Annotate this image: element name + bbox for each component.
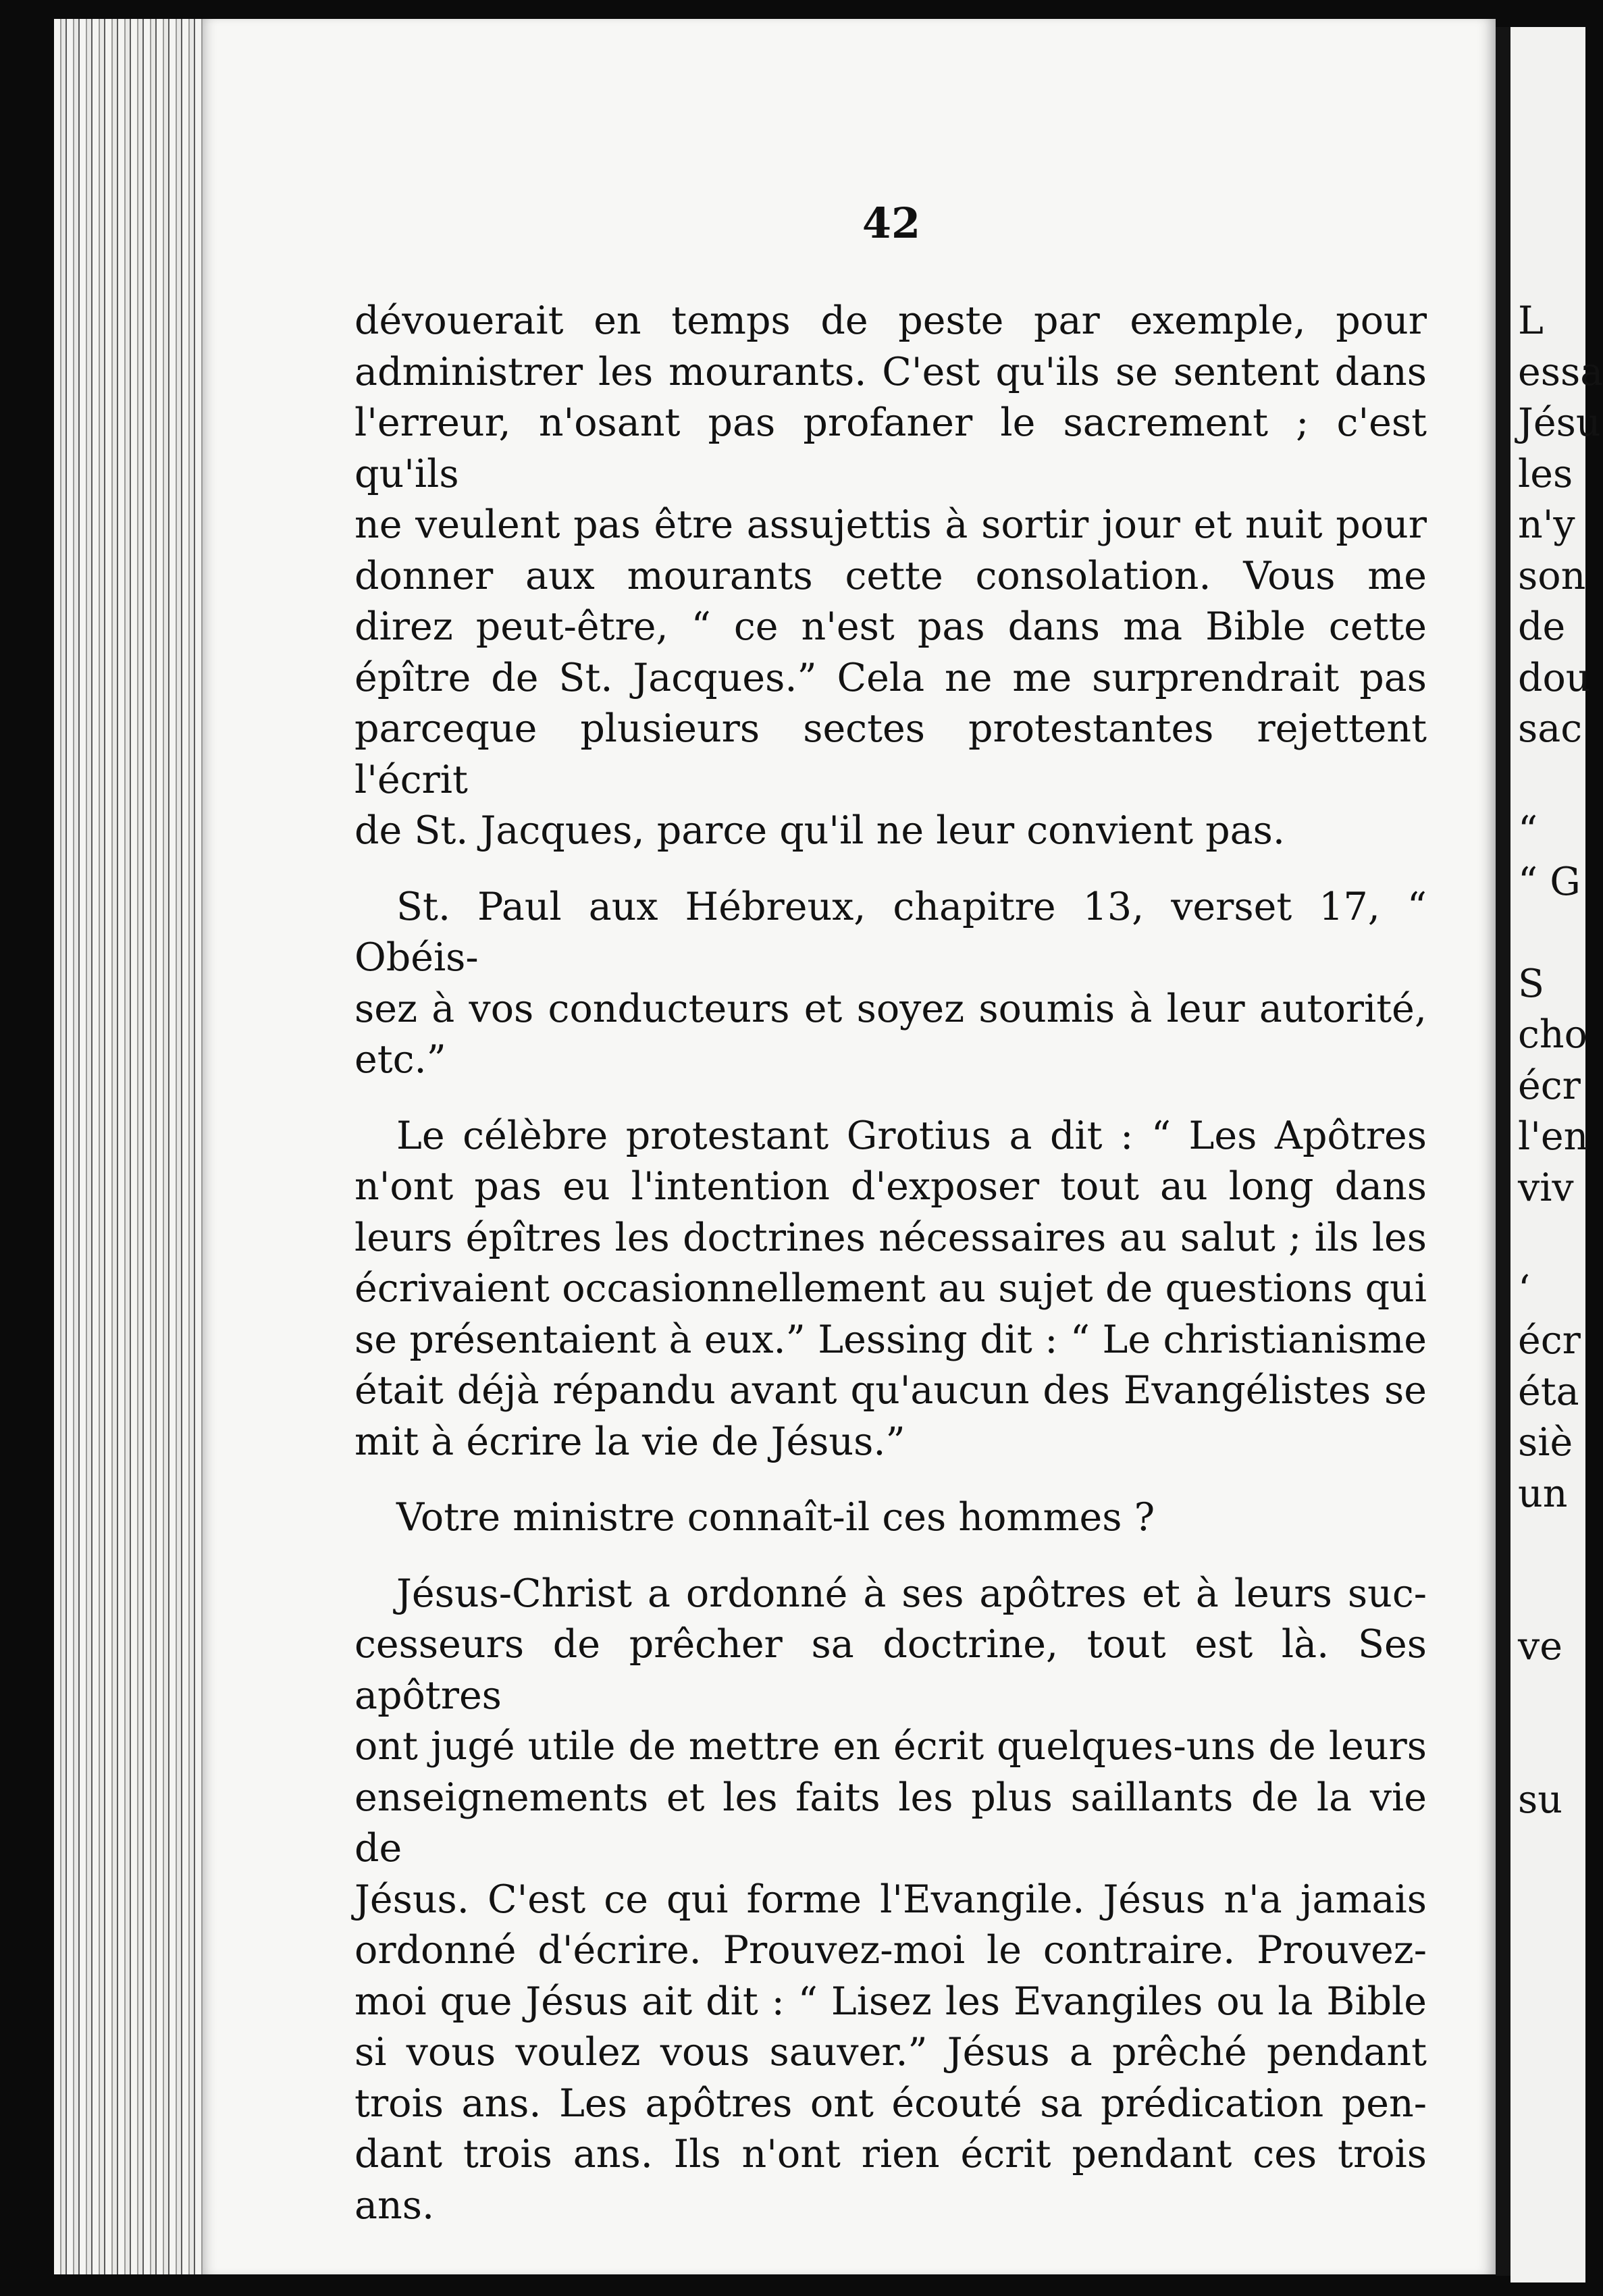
facing-page-line: les [1518,451,1573,496]
facing-page-line: ‘ [1518,1267,1531,1312]
paragraph [354,1111,1427,1468]
paragraph [354,1569,1427,2232]
paragraph [354,1492,1427,1544]
facing-page-line: viv [1518,1165,1574,1210]
facing-page-line: son [1518,553,1586,598]
text-line: mit à écrire la vie de Jésus.” [354,1419,905,1464]
text-line: dévouerait en temps de peste par exemple, pour [354,298,1427,343]
facing-page-line: éta [1518,1369,1579,1414]
text-line: ont jugé utile de mettre en écrit quelques-uns de leurs [354,1724,1427,1769]
facing-page-line: sac [1518,706,1583,751]
text-line: etc.” [354,1037,446,1082]
facing-page-line: n'y [1518,502,1575,547]
facing-page-line [1518,1519,1603,1571]
facing-page-line: ve [1518,1624,1562,1669]
text-line: ne veulent pas être assujettis à sortir jour et nuit pour [354,502,1427,547]
facing-page-line: essa [1518,349,1603,394]
facing-page-line: “ [1518,808,1538,853]
text-line: moi que Jésus ait dit : “ Lisez les Evangiles ou la Bible [354,1979,1427,2024]
text-line: écrivaient occasionnellement au sujet de questions qui [354,1266,1427,1311]
text-line: l'erreur, n'osant pas profaner le sacrement ; c'est qu'ils [354,400,1427,496]
text-line: ordonné d'écrire. Prouvez-moi le contraire. Prouvez- [354,1928,1427,1973]
facing-page-line [1518,1214,1603,1265]
text-line: se présentaient à eux.” Lessing dit : “ Le christianisme [354,1317,1427,1362]
facing-page-fragments [1518,296,1603,1825]
text-line: était déjà répandu avant qu'aucun des Evangélistes se [354,1368,1427,1413]
facing-page-line: su [1518,1777,1562,1822]
text-line: n'ont pas eu l'intention d'exposer tout au long dans [354,1164,1427,1209]
text-line: parceque plusieurs sectes protestantes rejettent l'écrit [354,706,1427,802]
facing-page-line: “ G [1518,859,1581,904]
facing-page-line: écr [1518,1063,1581,1108]
facing-page-line [1518,1723,1603,1775]
book-page-edges [54,19,209,2274]
facing-page-line [1518,908,1603,959]
text-line: direz peut-être, “ ce n'est pas dans ma Bible cette [354,604,1427,649]
page-number: 42 [862,199,921,248]
text-line: administrer les mourants. C'est qu'ils se sentent dans [354,349,1427,394]
facing-page-line: écr [1518,1318,1581,1363]
facing-page-line [1518,1571,1603,1622]
text-line: de St. Jacques, parce qu'il ne leur convient pas. [354,808,1285,853]
text-line: Le célèbre protestant Grotius a dit : “ Les Apôtres [396,1113,1427,1158]
facing-page-line [1518,1673,1603,1724]
text-line: Jésus. C'est ce qui forme l'Evangile. Jésus n'a jamais [354,1877,1427,1922]
text-line: donner aux mourants cette consolation. Vous me [354,553,1427,598]
facing-page-line: L [1518,298,1544,343]
text-line: si vous voulez vous sauver.” Jésus a prêché pendant [354,2030,1427,2075]
text-line: épître de St. Jacques.” Cela ne me surprendrait pas [354,655,1427,700]
paragraph [354,882,1427,1086]
text-line: leurs épîtres les doctrines nécessaires au salut ; ils les [354,1215,1427,1260]
facing-page-line: S [1518,961,1545,1006]
text-line: enseignements et les faits les plus saillants de la vie de [354,1775,1427,1871]
text-line: ans. [354,2183,435,2228]
text-line: cesseurs de prêcher sa doctrine, tout est là. Ses apôtres [354,1622,1427,1718]
text-line: St. Paul aux Hébreux, chapitre 13, verset 17, “ Obéis- [354,884,1427,980]
book-gutter [1496,27,1510,2276]
page-body-text [354,296,1427,2231]
facing-page-line: de [1518,604,1566,649]
text-line: trois ans. Les apôtres ont écouté sa prédication pen- [354,2081,1427,2126]
facing-page-line: un [1518,1471,1568,1516]
facing-page-line: siè [1518,1420,1573,1465]
text-line: sez à vos conducteurs et soyez soumis à leur autorité, [354,986,1427,1031]
facing-page-line [1518,755,1603,806]
facing-page-line: l'en [1518,1114,1589,1159]
facing-page-line: dou [1518,655,1591,700]
text-line: dant trois ans. Ils n'ont rien écrit pendant ces trois [354,2132,1427,2176]
text-line: Votre ministre connaît-il ces hommes ? [396,1495,1155,1540]
text-line: Jésus-Christ a ordonné à ses apôtres et à leurs suc- [396,1571,1427,1616]
facing-page-line: cho [1518,1012,1587,1057]
paragraph [354,296,1427,857]
facing-page-line: Jésu [1518,400,1601,445]
